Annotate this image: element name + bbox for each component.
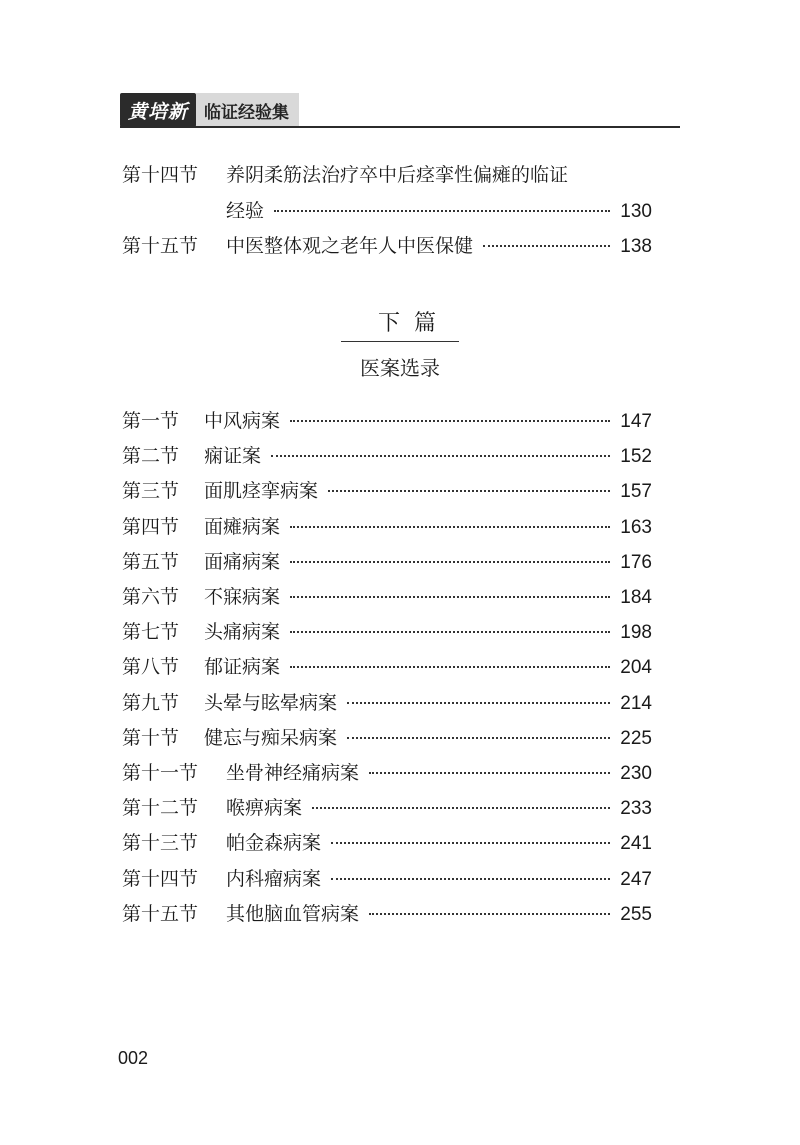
dot-leader	[274, 210, 610, 212]
toc-entry-number: 第三节	[122, 480, 180, 503]
dot-leader	[347, 702, 610, 704]
part-rule	[341, 341, 459, 342]
toc-entry-upper-15[interactable]	[122, 237, 652, 256]
dot-leader	[290, 631, 610, 633]
toc-entry[interactable]	[122, 482, 652, 501]
dot-leader	[290, 666, 610, 668]
toc-entry-page: 147	[620, 411, 652, 432]
toc-entry-title: 不寐病案	[204, 586, 281, 608]
toc-entry-title: 中风病案	[204, 410, 281, 432]
toc-entry-title: 帕金森病案	[226, 832, 322, 855]
toc-entry[interactable]	[122, 764, 652, 783]
toc-entry-number: 第二节	[122, 445, 180, 468]
toc-entry-number: 第一节	[122, 410, 180, 432]
dot-leader	[369, 913, 610, 915]
part-subtitle: 医案选录	[360, 356, 440, 380]
toc-entry-title: 面瘫病案	[204, 515, 281, 538]
toc-entry-title: 面肌痉挛病案	[204, 480, 319, 503]
toc-entry-page: 247	[620, 868, 652, 890]
dot-leader	[290, 596, 610, 598]
toc-entry-title: 坐骨神经痛病案	[226, 762, 360, 784]
toc-entry[interactable]	[122, 658, 652, 677]
toc-entry-title: 中医整体观之老年人中医保健	[226, 235, 474, 257]
toc-entry-page: 130	[620, 201, 652, 222]
toc-entry-title: 其他脑血管病案	[226, 902, 360, 925]
toc-entry-number: 第八节	[122, 656, 180, 679]
toc-entry-number: 第十四节	[122, 867, 199, 890]
toc-entry-upper-14[interactable]	[122, 166, 652, 185]
toc-entry[interactable]	[122, 412, 652, 431]
toc-entry[interactable]	[122, 902, 652, 925]
header-rule	[120, 126, 680, 128]
toc-entry[interactable]	[122, 447, 652, 466]
dot-leader	[328, 490, 610, 492]
toc-entry-page: 163	[620, 516, 652, 538]
dot-leader	[312, 807, 610, 809]
toc-entry[interactable]	[122, 515, 652, 538]
toc-entry[interactable]	[122, 834, 652, 853]
toc-entry-page: 184	[620, 587, 652, 608]
toc-entry-page: 198	[620, 622, 652, 644]
toc-entry-page: 214	[620, 692, 652, 714]
dot-leader	[331, 878, 610, 880]
toc-entry-title: 头痛病案	[204, 621, 281, 644]
toc-entry[interactable]	[122, 726, 652, 749]
toc-entry-title: 喉痹病案	[226, 797, 303, 820]
toc-entry-number: 第十四节	[122, 164, 199, 186]
running-header	[120, 92, 299, 128]
dot-leader	[369, 772, 610, 774]
toc-entry-title: 头晕与眩晕病案	[204, 691, 338, 714]
toc-entry-number: 第五节	[122, 550, 180, 573]
dot-leader	[271, 455, 610, 457]
part-title: 下篇	[377, 311, 450, 336]
dot-leader	[290, 526, 610, 528]
toc-entry[interactable]	[122, 588, 652, 607]
toc-entry-page: 255	[620, 903, 652, 925]
toc-entry[interactable]	[122, 799, 652, 818]
toc-entry-number: 第十一节	[122, 762, 199, 784]
toc-entry-page: 176	[620, 551, 652, 573]
header-title: 临证经验集	[196, 93, 299, 127]
toc-entry-page: 204	[620, 657, 652, 679]
toc-entry[interactable]	[122, 867, 652, 890]
dot-leader	[290, 420, 610, 422]
toc-entry[interactable]	[122, 623, 652, 642]
page-number: 002	[118, 1048, 149, 1068]
dot-leader	[483, 245, 610, 247]
toc-entry-page: 241	[620, 833, 652, 855]
toc-entry-number: 第十二节	[122, 797, 199, 820]
toc-entry-title: 面痛病案	[204, 550, 281, 573]
toc-entry-page: 157	[620, 481, 652, 503]
toc-entry-page: 225	[620, 727, 652, 749]
toc-entry-title: 健忘与痴呆病案	[204, 726, 338, 749]
toc-entry-page: 233	[620, 798, 652, 820]
toc-entry-number: 第十五节	[122, 235, 199, 257]
toc-entry[interactable]	[122, 550, 652, 573]
toc-entry-upper-14-cont[interactable]	[122, 202, 652, 221]
toc-entry-number: 第七节	[122, 621, 180, 644]
toc-entry-number: 第六节	[122, 586, 180, 608]
toc-entry-title: 养阴柔筋法治疗卒中后痉挛性偏瘫的临证	[226, 164, 569, 186]
toc-entry-page: 152	[620, 446, 652, 468]
toc-entry-number: 第十五节	[122, 902, 199, 925]
toc-entry-page: 138	[620, 236, 652, 257]
toc-entry[interactable]	[122, 691, 652, 714]
dot-leader	[347, 737, 610, 739]
toc-entry-title: 郁证病案	[204, 656, 281, 679]
toc-entry-number: 第十三节	[122, 832, 199, 855]
toc-entry-title: 痫证案	[204, 445, 262, 468]
book-logo: 黄培新	[120, 93, 196, 127]
dot-leader	[290, 561, 610, 563]
toc-entry-number: 第十节	[122, 726, 180, 749]
toc-entry-title: 内科瘤病案	[226, 867, 322, 890]
toc-entry-title: 经验	[226, 200, 265, 222]
dot-leader	[331, 842, 610, 844]
toc-entry-page: 230	[620, 763, 652, 784]
toc-entry-number: 第九节	[122, 691, 180, 714]
toc-entry-number: 第四节	[122, 515, 180, 538]
